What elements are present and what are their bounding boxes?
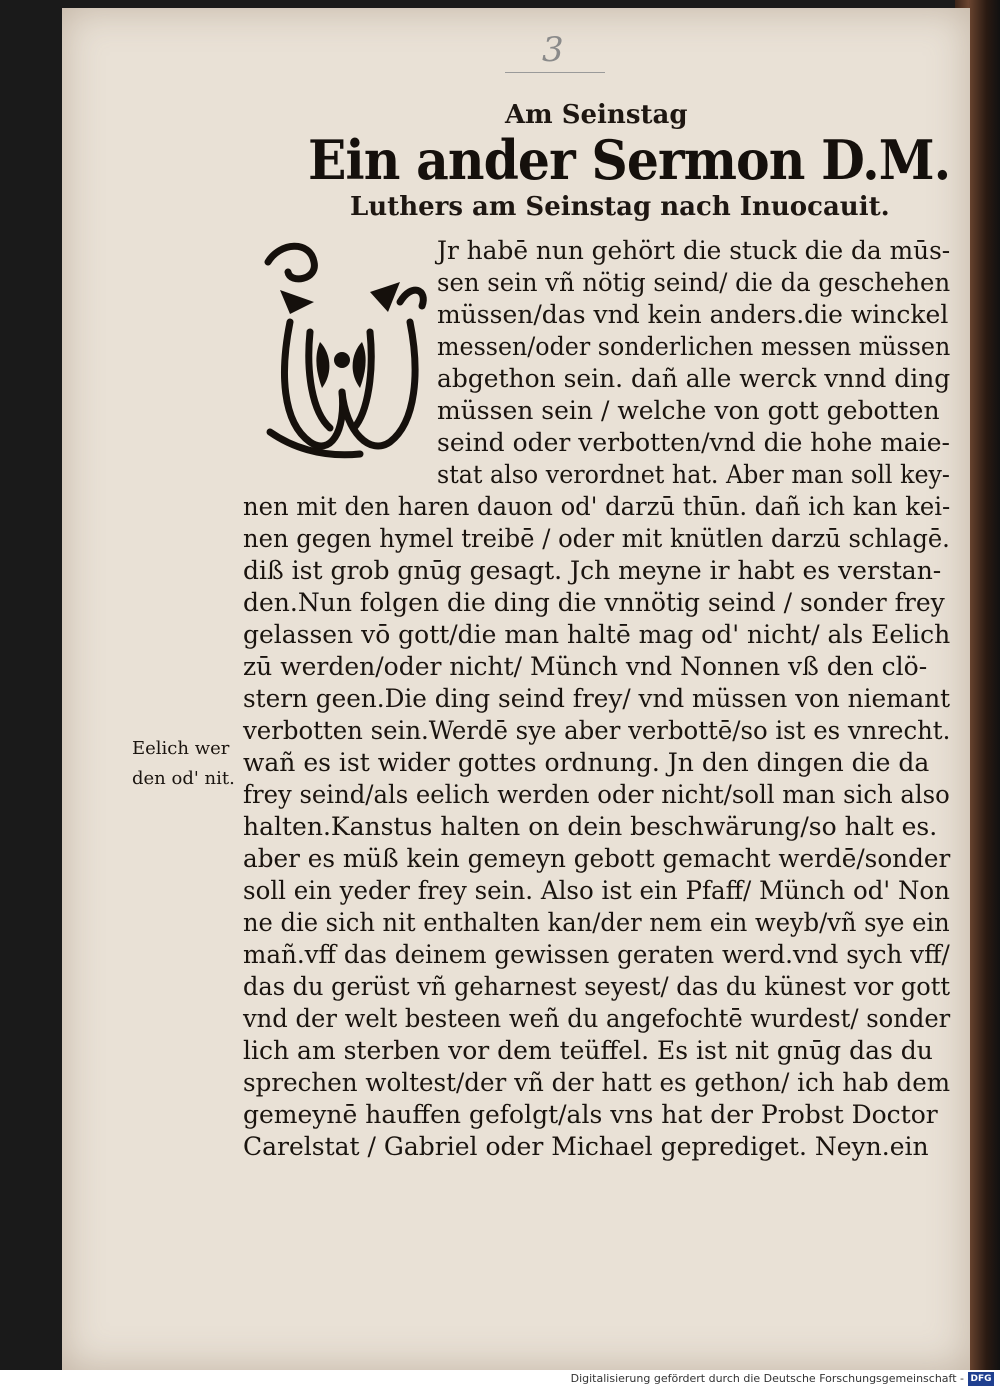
heading-subtitle: Luthers am Seinstag nach Inuocauit.	[350, 192, 890, 222]
text-line: vnd der welt besteen weñ du angefochtē wurdest/ sonder	[243, 1004, 951, 1033]
heading-small: Am Seinstag	[505, 100, 688, 130]
text-line: sen sein vñ nötig seind/ die da geschehen	[437, 268, 951, 297]
text-line: stat also verordnet hat. Aber man soll key-	[437, 460, 950, 489]
text-line: stern geen.Die ding seind frey/ vnd müssen von niemant	[243, 684, 951, 713]
text-line: zū werden/oder nicht/ Münch vnd Nonnen vß den clö-	[243, 652, 928, 681]
text-line: mañ.vff das deinem gewissen geraten werd.vnd sych vff/	[243, 940, 950, 969]
text-line: verbotten sein.Werdē sye aber verbottē/so ist es vnrecht.	[243, 716, 951, 745]
text-line: seind oder verbotten/vnd die hohe maie-	[437, 428, 951, 457]
text-line: frey seind/als eelich werden oder nicht/soll man sich also	[243, 780, 950, 809]
text-line: lich am sterben vor dem teüffel. Es ist nit gnūg das du	[243, 1036, 933, 1065]
text-line: messen/oder sonderlichen messen müssen	[437, 332, 951, 361]
page-number: 3	[542, 30, 564, 70]
page-number-underline	[505, 72, 605, 73]
margin-note	[132, 734, 235, 794]
footer-credit: Digitalisierung gefördert durch die Deutsche Forschungsgemeinschaft -	[570, 1372, 964, 1385]
text-line: nen gegen hymel treibē / oder mit knütlen darzū schlagē.	[243, 524, 950, 553]
text-line: sprechen woltest/der vñ der hatt es gethon/ ich hab dem	[243, 1068, 951, 1097]
text-line: gemeynē hauffen gefolgt/als vns hat der Probst Doctor	[243, 1100, 938, 1129]
text-line: aber es müß kein gemeyn gebott gemacht werdē/sonder	[243, 844, 951, 873]
text-line: das du gerüst vñ geharnest seyest/ das du künest vor gott	[243, 972, 951, 1001]
text-line: den.Nun folgen die ding die vnnötig seind / sonder frey	[243, 588, 945, 617]
text-line: nen mit den haren dauon od' darzū thūn. dañ ich kan kei-	[243, 492, 951, 521]
text-line: abgethon sein. dañ alle werck vnnd ding	[437, 364, 951, 393]
text-line: ne die sich nit enthalten kan/der nem ein weyb/vñ sye ein	[243, 908, 950, 937]
text-line: müssen/das vnd kein anders.die winckel	[437, 300, 949, 329]
text-line: gelassen vō gott/die man haltē mag od' nicht/ als Eelich	[243, 620, 951, 649]
text-line: soll ein yeder frey sein. Also ist ein Pfaff/ Münch od' Non	[243, 876, 950, 905]
text-line: müssen sein / welche von gott gebotten	[437, 396, 940, 425]
text-line: halten.Kanstus halten on dein beschwärung/so halt es.	[243, 812, 938, 841]
margin-note-line: Eelich wer	[132, 738, 230, 759]
heading-title: Ein ander Sermon D.M.	[308, 128, 951, 192]
decorated-initial-W	[250, 232, 436, 472]
text-line: wañ es ist wider gottes ordnung. Jn den dingen die da	[243, 748, 930, 777]
text-line: Jr habē nun gehört die stuck die da mūs-	[437, 236, 951, 265]
dfg-logo: DFG	[968, 1372, 994, 1386]
margin-note-line: den od' nit.	[132, 768, 235, 789]
text-line: diß ist grob gnūg gesagt. Jch meyne ir habt es verstan-	[243, 556, 942, 585]
text-line: Carelstat / Gabriel oder Michael geprediget. Neyn.ein	[243, 1132, 929, 1161]
